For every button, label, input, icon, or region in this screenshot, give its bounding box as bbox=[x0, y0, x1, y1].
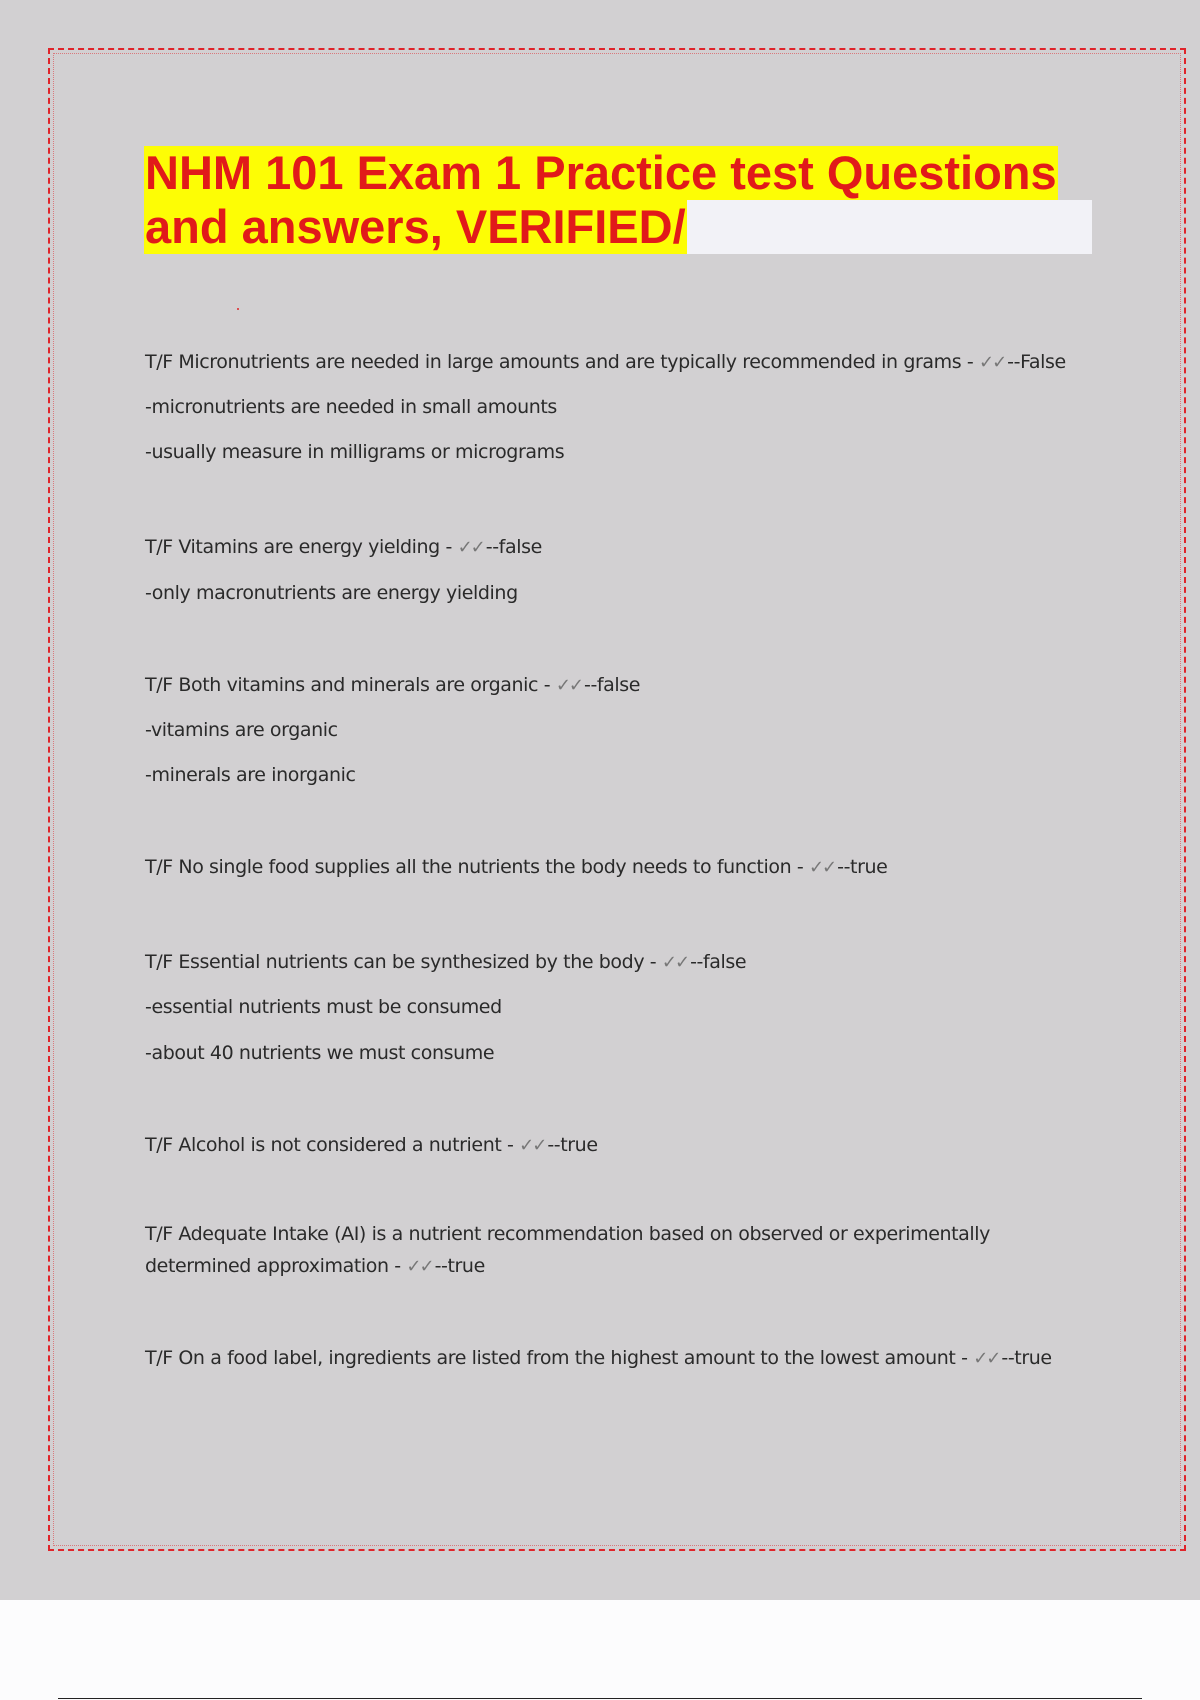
question-text: T/F Essential nutrients can be synthesized by the body - bbox=[145, 951, 662, 973]
question-line bbox=[145, 535, 1105, 560]
question-line bbox=[145, 1218, 995, 1283]
double-check-icon: ✓✓ bbox=[406, 1256, 433, 1277]
double-check-icon: ✓✓ bbox=[808, 857, 836, 878]
question-line bbox=[145, 855, 1105, 880]
answer-text: --False bbox=[1007, 351, 1066, 373]
question-text: T/F Both vitamins and minerals are organic - bbox=[145, 674, 556, 696]
double-check-icon: ✓✓ bbox=[978, 352, 1006, 373]
qa-item bbox=[145, 855, 1105, 880]
answer-text: --true bbox=[434, 1255, 485, 1277]
qa-item bbox=[145, 950, 1105, 1066]
answer-note: -about 40 nutrients we must consume bbox=[145, 1042, 495, 1064]
answer-text: --true bbox=[547, 1134, 598, 1156]
answer-note: -vitamins are organic bbox=[145, 719, 338, 741]
footer-rule bbox=[58, 1698, 1142, 1699]
title-line-1: NHM 101 Exam 1 Practice test Questions bbox=[145, 146, 1057, 199]
answer-note: -micronutrients are needed in small amounts bbox=[145, 396, 557, 418]
question-line bbox=[145, 1346, 1105, 1371]
double-check-icon: ✓✓ bbox=[457, 537, 484, 558]
question-text: T/F No single food supplies all the nutrients the body needs to function - bbox=[145, 856, 809, 878]
answer-note: -minerals are inorganic bbox=[145, 764, 356, 786]
answer-text: --false bbox=[583, 674, 641, 696]
qa-list bbox=[145, 350, 1105, 1371]
qa-item bbox=[145, 1133, 1105, 1158]
qa-item bbox=[145, 1346, 1105, 1371]
double-check-icon: ✓✓ bbox=[519, 1135, 546, 1156]
question-text: T/F Adequate Intake (AI) is a nutrient recommendation based on observed or experimentally determined approximation - bbox=[145, 1223, 991, 1277]
qa-item bbox=[145, 1218, 995, 1283]
question-line bbox=[145, 1133, 1105, 1158]
answer-text: --false bbox=[690, 951, 747, 973]
qa-item bbox=[145, 535, 1105, 606]
answer-text: --false bbox=[485, 536, 542, 558]
question-line bbox=[145, 673, 1105, 698]
question-line bbox=[145, 950, 1105, 975]
answer-note: -only macronutrients are energy yielding bbox=[145, 582, 518, 604]
question-text: T/F Vitamins are energy yielding - bbox=[145, 536, 458, 558]
double-check-icon: ✓✓ bbox=[661, 952, 689, 973]
document-title bbox=[144, 146, 1092, 254]
question-text: T/F On a food label, ingredients are listed from the highest amount to the lowest amount - bbox=[145, 1347, 974, 1369]
question-text: T/F Alcohol is not considered a nutrient - bbox=[145, 1134, 520, 1156]
answer-text: --true bbox=[1001, 1347, 1052, 1369]
answer-text: --true bbox=[837, 856, 888, 878]
answer-note: -usually measure in milligrams or micrograms bbox=[145, 441, 565, 463]
decorative-dot bbox=[237, 308, 239, 310]
double-check-icon: ✓✓ bbox=[555, 675, 582, 696]
title-line-2: and answers, VERIFIED/ bbox=[145, 200, 686, 253]
question-line bbox=[145, 350, 1105, 375]
double-check-icon: ✓✓ bbox=[973, 1348, 1000, 1369]
answer-note: -essential nutrients must be consumed bbox=[145, 996, 502, 1018]
question-text: T/F Micronutrients are needed in large amounts and are typically recommended in grams - bbox=[145, 351, 979, 373]
qa-item bbox=[145, 673, 1105, 788]
qa-item bbox=[145, 350, 1105, 465]
